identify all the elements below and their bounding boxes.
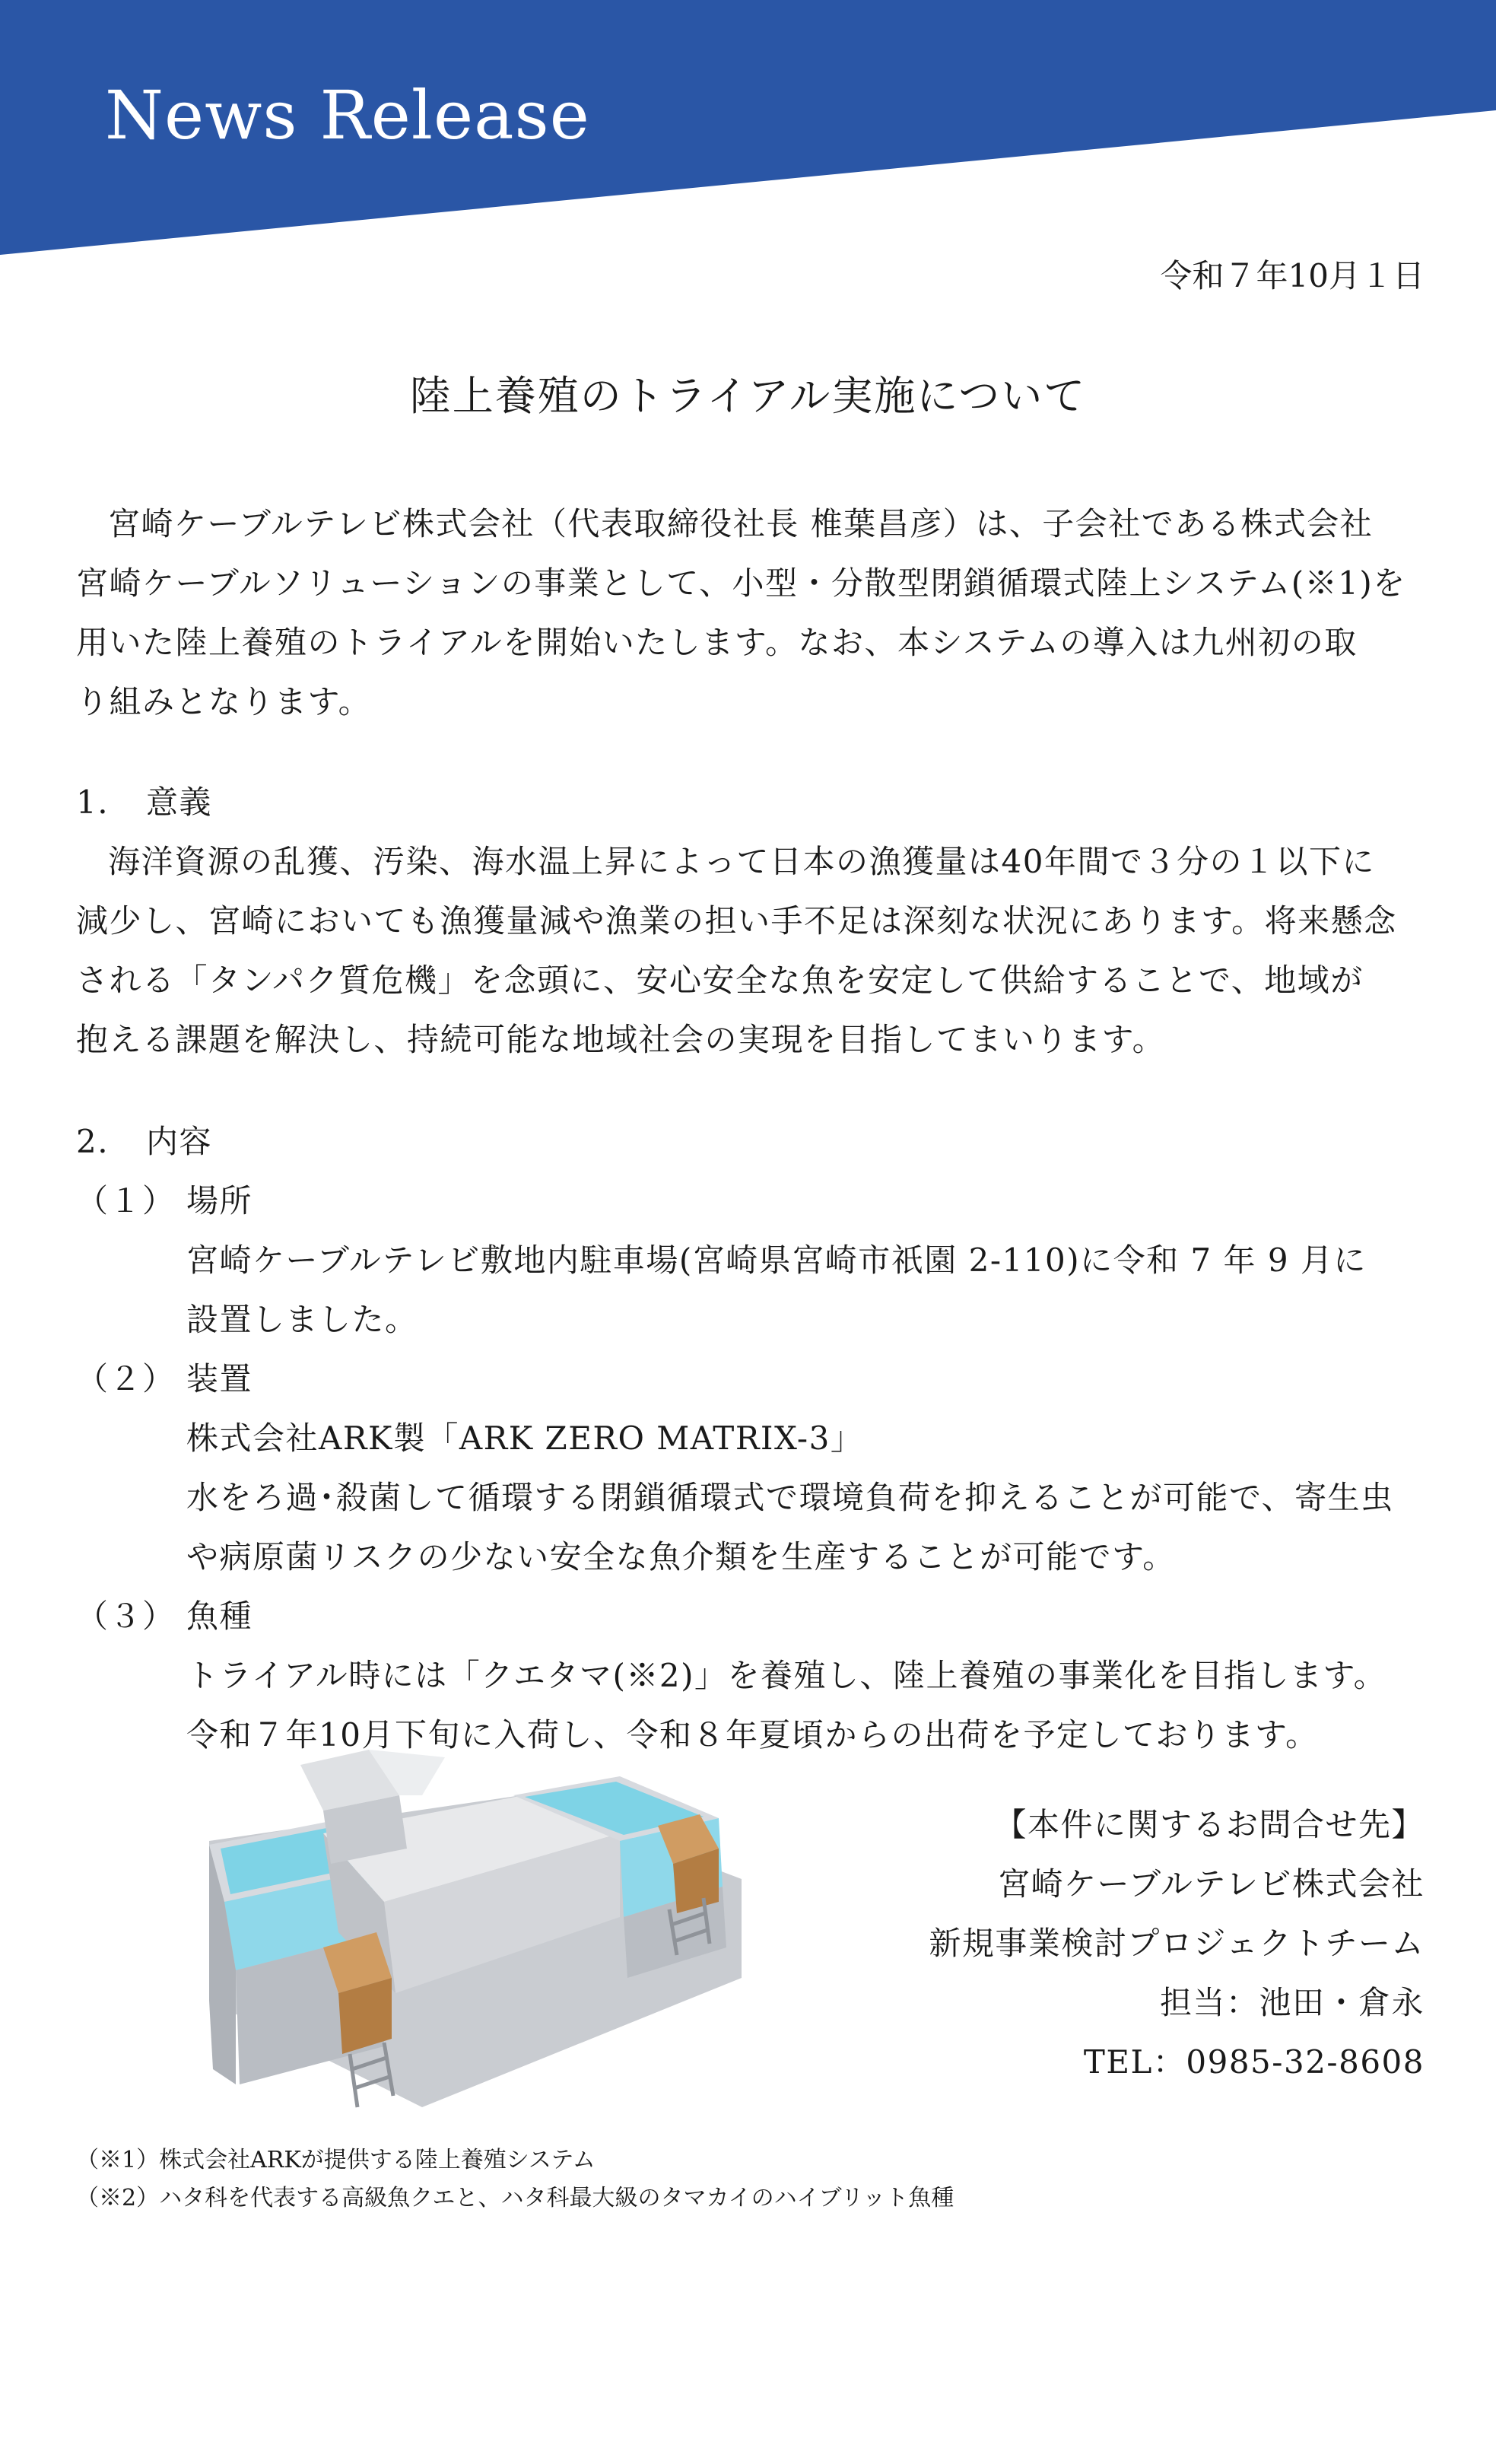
aquaculture-system-image	[194, 1750, 757, 2115]
contact-block	[929, 1795, 1425, 2092]
intro-line: 宮崎ケーブルテレビ株式会社（代表取締役社長 椎葉昌彦）は、子会社である株式会社	[108, 505, 1374, 542]
item-line: 令和７年10月下旬に入荷し、令和８年夏頃からの出荷を予定しております。	[186, 1716, 1319, 1753]
section-line: される「タンパク質危機」を念頭に、安心安全な魚を安定して供給することで、地域が	[76, 962, 1364, 999]
footnote: （※2）ハタ科を代表する高級魚クエと、ハタ科最大級のタマカイのハイブリット魚種	[76, 2185, 954, 2211]
intro-line: り組みとなります。	[76, 683, 372, 720]
item-species-heading	[76, 1587, 253, 1646]
contact-team: 新規事業検討プロジェクトチーム	[929, 1925, 1425, 1962]
intro-line: 用いた陸上養殖のトライアルを開始いたします。なお、本システムの導入は九州初の取	[76, 624, 1358, 661]
item-line: 設置しました。	[186, 1301, 418, 1338]
contact-person: 担当：池田・倉永	[1159, 1984, 1425, 2021]
section-line: 海洋資源の乱獲、汚染、海水温上昇によって日本の漁獲量は40年間で３分の１以下に	[108, 843, 1375, 880]
section-number: 1.	[76, 784, 110, 821]
item-line: 水をろ過･殺菌して循環する閉鎖循環式で環境負荷を抑えることが可能で、寄生虫	[186, 1479, 1394, 1516]
contact-tel: TEL：0985-32-8608	[1083, 2043, 1425, 2081]
item-line: や病原菌リスクの少ない安全な魚介類を生産することが可能です。	[186, 1538, 1176, 1575]
footnotes	[76, 2141, 954, 2218]
section-title: 意義	[146, 784, 213, 821]
item-line: トライアル時には「クエタマ(※2)」を養殖し、陸上養殖の事業化を目指します。	[186, 1657, 1387, 1694]
item-equipment-body	[186, 1409, 1426, 1587]
release-date: 令和７年10月１日	[1160, 257, 1425, 294]
item-number: （１）	[76, 1182, 176, 1219]
item-number: （３）	[76, 1598, 176, 1635]
intro-paragraph	[76, 494, 1422, 732]
item-label: 装置	[186, 1360, 253, 1397]
item-label: 魚種	[186, 1598, 253, 1635]
intro-line: 宮崎ケーブルソリューションの事業として、小型・分散型閉鎖循環式陸上システム(※1)を	[76, 564, 1406, 602]
section-1-body	[76, 832, 1422, 1070]
section-line: 減少し、宮崎においても漁獲量減や漁業の担い手不足は深刻な状況にあります。将来懸念	[76, 902, 1397, 939]
section-line: 抱える課題を解決し、持続可能な地域社会の実現を目指してまいります。	[76, 1021, 1166, 1058]
section-2-heading	[76, 1112, 212, 1172]
item-location-heading	[76, 1172, 253, 1231]
contact-company: 宮崎ケーブルテレビ株式会社	[998, 1865, 1425, 1903]
item-number: （２）	[76, 1360, 176, 1397]
contact-heading: 【本件に関するお問合せ先】	[994, 1806, 1425, 1843]
section-title: 内容	[146, 1123, 213, 1160]
news-release-title: News Release	[105, 76, 590, 154]
item-label: 場所	[186, 1182, 253, 1219]
document-title: 陸上養殖のトライアル実施について	[409, 372, 1087, 420]
item-equipment-heading	[76, 1350, 253, 1409]
item-line: 宮崎ケーブルテレビ敷地内駐車場(宮崎県宮崎市祇園 2-110)に令和 7 年 9 月に	[186, 1242, 1367, 1279]
footnote: （※1）株式会社ARKが提供する陸上養殖システム	[76, 2147, 596, 2173]
item-line: 株式会社ARK製「ARK ZERO MATRIX-3」	[186, 1420, 864, 1457]
header-banner	[0, 0, 1496, 259]
section-1-heading	[76, 773, 212, 832]
item-location-body	[186, 1231, 1426, 1350]
section-number: 2.	[76, 1123, 110, 1160]
item-species-body	[186, 1646, 1426, 1765]
